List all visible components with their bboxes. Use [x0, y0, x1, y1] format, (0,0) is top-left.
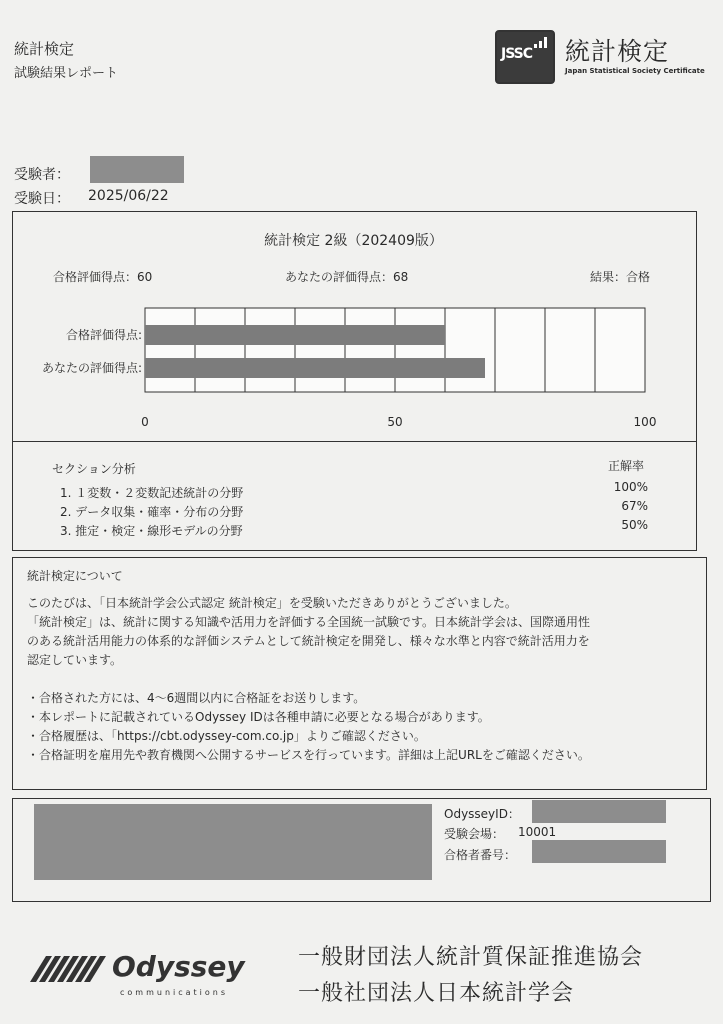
exam-date-value: 2025/06/22: [88, 188, 169, 204]
section-item-2: 2. データ収集・確率・分布の分野: [60, 505, 244, 519]
about-body: [27, 594, 699, 765]
about-paragraph: このたびは、「日本統計学会公式認定 統計検定」を受験いただきありがとうございました。: [27, 596, 517, 610]
odyssey-id-redacted: [532, 800, 666, 823]
cert-number-label: 合格者番号：: [444, 848, 517, 862]
venue-value: 10001: [518, 825, 557, 839]
about-heading: 統計検定について: [27, 569, 123, 583]
chart-tick-label: 50: [387, 415, 403, 429]
chart-bar-2: [145, 358, 485, 378]
about-bullet: ・合格履歴は、「https://cbt.odyssey-com.co.jp」よりご確認ください。: [27, 729, 426, 743]
about-bullet: ・合格証明を雇用先や教育機関へ公開するサービスを行っています。詳細は上記URLをご確認ください。: [27, 748, 590, 762]
chart-tick-label: 100: [633, 415, 657, 429]
section-item-3: 3. 推定・検定・線形モデルの分野: [60, 524, 243, 538]
result-divider: [12, 441, 697, 442]
chart-grid: [145, 308, 645, 392]
report-subtitle: 試験結果レポート: [14, 66, 119, 81]
section-rate-2: 67%: [621, 499, 648, 513]
odyssey-logo-word: Odyssey: [112, 950, 245, 983]
about-paragraph: のある統計活用能力の体系的な評価システムとして統計検定を開発し、様々な水準と内容で統計活用力を: [27, 634, 590, 648]
section-rate-1: 100%: [613, 480, 648, 494]
report-title: 統計検定: [14, 40, 75, 58]
organization-1: 一般財団法人統計質保証推進協会: [298, 945, 644, 970]
section-analysis-heading: セクション分析: [52, 462, 136, 476]
chart-category-labels: [42, 327, 142, 375]
candidate-name-label: 受験者：: [14, 167, 70, 183]
exam-date-label: 受験日：: [14, 191, 70, 207]
odyssey-id-label: OdysseyID：: [444, 807, 520, 821]
about-bullet: ・本レポートに記載されているOdyssey IDは各種申請に必要となる場合があります。: [27, 710, 490, 724]
about-bullet: ・合格された方には、4〜6週間以内に合格証をお送りします。: [27, 691, 366, 705]
chart-category-label-2: あなたの評価得点:: [41, 361, 142, 375]
section-item-1: 1. １変数・２変数記述統計の分野: [60, 486, 244, 500]
your-score: あなたの評価得点：68: [285, 270, 409, 284]
chart-tick-label: 0: [141, 415, 149, 429]
cert-number-redacted: [532, 840, 666, 863]
score-bar-chart: [0, 0, 723, 440]
venue-label: 受験会場：: [444, 827, 505, 841]
accuracy-heading: 正解率: [608, 459, 645, 473]
chart-category-label-1: 合格評価得点:: [65, 328, 142, 342]
about-paragraph: 認定しています。: [27, 653, 123, 667]
jssc-logo-text: JSSC: [501, 46, 533, 62]
brand-name: 統計検定: [565, 37, 670, 66]
pass-score: 合格評価得点：60: [53, 270, 153, 284]
result-outcome: 結果：合格: [590, 270, 651, 284]
brand-tagline: Japan Statistical Society Certificate: [565, 67, 705, 75]
about-paragraph: 「統計検定」は、統計に関する知識や活用力を評価する全国統一試験です。日本統計学会は、国際通用性: [27, 615, 591, 629]
exam-title: 統計検定 2級（202409版）: [264, 233, 443, 249]
section-rate-3: 50%: [621, 518, 648, 532]
organization-2: 一般社団法人日本統計学会: [298, 981, 575, 1006]
odyssey-logo-sub: communications: [120, 988, 229, 997]
chart-tick-labels: [141, 415, 656, 429]
chart-bar-1: [145, 325, 445, 345]
address-redacted: [34, 804, 432, 880]
odyssey-stripes-icon: [30, 952, 120, 986]
